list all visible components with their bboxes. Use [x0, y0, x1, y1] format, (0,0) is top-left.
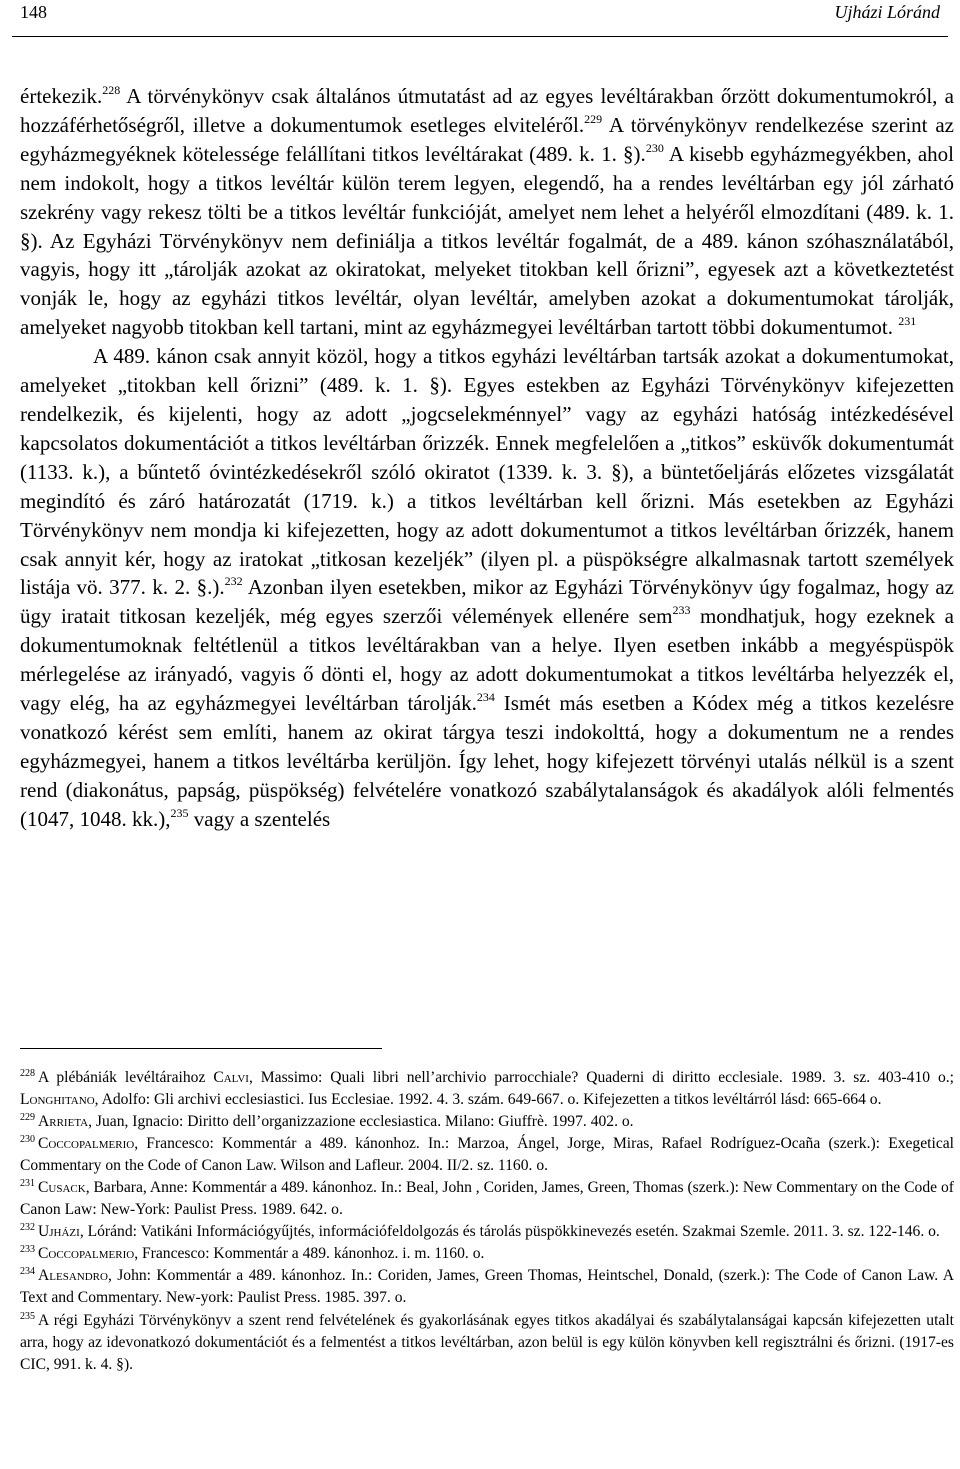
footnote-233: [20, 1243, 954, 1265]
footnote-text: , Barbara, Anne: Kommentár a 489. kánonhoz. In.: Beal, John , Coriden, James, Green, Thomas (szerk.): New Commentary on the Code of Canon Law: New-York: Paulist Press. 1989. 642. o.: [20, 1179, 954, 1219]
text-run: Ismét más esetben a Kódex még a titkos kezelésre vonatkozó kérést sem említi, hanem az okirat tárgya teszi indokolttá, hogy a dokumentum ne a rendes egyházmegyei, hanem a titkos levéltárba kerüljön. Így lehet, hogy kifejezett törvényi utalás nélkül is a szent rend (diakonátus, papság, püspökség) felvételére vonatkozó szabálytalanságok és akadályok alóli felmentés (1047, 1048. kk.),: [20, 691, 955, 831]
footnote-text: , Massimo: Quali libri nell’archivio parrocchiale? Quaderni di diritto ecclesiale. 1989. 3. sz. 403-410 o.;: [248, 1069, 955, 1086]
footnote-text: A plébániák levéltáraihoz: [38, 1069, 214, 1086]
footnote-232: [20, 1221, 954, 1243]
text-run: A törvénykönyv rendelkezése szerint az egyházmegyéknek kötelessége felállítani titkos levéltárakat (489. k. 1. §).: [20, 112, 954, 166]
footnote-ref-231[interactable]: 231: [898, 314, 917, 329]
author-name: Ujházi: [38, 1223, 80, 1241]
footnote-text: , Juan, Ignacio: Diritto dell’organizzazione ecclesiastica. Milano: Giuffrè. 1997. 402. o.: [88, 1113, 634, 1131]
footnote-229: [20, 1111, 954, 1133]
author-name: Cusack: [38, 1179, 86, 1197]
footnote-ref-232[interactable]: 232: [224, 574, 243, 589]
footnote-number: 229: [20, 1112, 35, 1124]
body-text: [20, 82, 954, 834]
footnote-ref-228[interactable]: 228: [102, 83, 121, 97]
footnote-ref-233[interactable]: 233: [672, 603, 691, 618]
footnote-separator: [20, 1048, 382, 1049]
text-run: vagy a szentelés: [188, 806, 331, 831]
running-author: Ujházi Lóránd: [834, 2, 940, 22]
footnote-ref-234[interactable]: 234: [476, 690, 495, 705]
footnote-228: [20, 1067, 954, 1111]
footnote-number: 233: [20, 1244, 35, 1256]
paragraph-2: [20, 342, 954, 833]
text-run: mondhatjuk, hogy ezeknek a dokumentumoknak feltétlenül a titkos levéltárakban van a helye. Ilyen esetben inkább a megyéspüspök mérlegelése az irányadó, vagyis ő dönti el, hogy az adott dokumentumokat a titkos levéltárba helyezzék el, vagy elég, ha az egyházmegyei levéltárban tárolják.: [20, 604, 955, 716]
text-run: értekezik.: [20, 84, 103, 108]
author-name: Longhitano: [20, 1091, 95, 1109]
footnote-number: 235: [20, 1310, 35, 1322]
author-name: Coccopalmerio: [38, 1135, 135, 1153]
author-name: Coccopalmerio: [38, 1245, 135, 1263]
author-name: Alesandro: [38, 1267, 108, 1285]
text-run: A 489. kánon csak annyit közöl, hogy a titkos egyházi levéltárban tartsák azokat a dokumentumokat, amelyeket „titokban kell őrizni” (489. k. 1. §). Egyes estekben az Egyházi Törvénykönyv kifejezetten rendelkezik, és kijelenti, hogy az adott „jogcselekménnyel” vagy az egyházi hatóság intézkedésével kapcsolatos dokumentációt a titkos levéltárban őrizzék. Ennek megfelelően a „titkos” esküvők dokumentumát (1133. k.), a bűntető óvintézkedésekről szóló okiratot (1339. k. 3. §), a büntetőeljárás előzetes vizsgálatát megindító és záró határozatát (1719. k.) a titkos levéltárban kell őrizni. Más esetekben az Egyházi Törvénykönyv nem mondja ki kifejezetten, hogy az adott dokumentumot a titkos levéltárban őrizzék, hanem csak annyit kér, hogy az iratokat „titkosan kezeljék” (ilyen pl. a püspökségre alkalmasnak tartott személyek listája vö. 377. k. 2. §.).: [20, 344, 954, 600]
footnote-ref-235[interactable]: 235: [170, 805, 189, 820]
paragraph-1: [20, 82, 954, 342]
page-header: [12, 0, 948, 37]
text-run: A kisebb egyházmegyékben, ahol nem indokolt, hogy a titkos levéltár külön terem legyen, elegendő, ha a rendes levéltárban egy jól zárható szekrény vagy rekesz tölti be a titkos levéltár funkcióját, amelyet nem lehet a helyéről elmozdítani (489. k. 1. §). Az Egyházi Törvénykönyv nem definiálja a titkos levéltár fogalmát, de a 489. kánon szóhasználatából, vagyis, hogy itt „tárolják azokat az okiratokat, melyeket titokban kell őrizni”, egyesek azt a következtetést vonják le, hogy az egyházi titkos levéltár, olyan levéltár, amelyben azokat a dokumentumokat tárolják, amelyeket nagyobb titokban kell tartani, mint az egyházmegyei levéltárban tartott többi dokumentumot.: [20, 141, 954, 340]
page-number: 148: [20, 2, 47, 22]
footnote-text: , Adolfo: Gli archivi ecclesiastici. Ius Ecclesiae. 1992. 4. 3. szám. 649-667. o. Kifejezetten a titkos levéltárról lásd: 665-664 o.: [94, 1091, 882, 1109]
text-run: A törvénykönyv csak általános útmutatást ad az egyes levéltárakban őrzött dokumentumokról, a hozzáférhetőségről, illetve a dokumentumok esetleges elviteléről.: [20, 84, 954, 137]
footnote-ref-230[interactable]: 230: [645, 140, 664, 155]
footnote-text: , Francesco: Kommentár a 489. kánonhoz. In.: Marzoa, Ángel, Jorge, Miras, Rafael Rodríguez-Ocaña (szerk.): Exegetical Commentary on the Code of Canon Law. Wilson and Lafleur. 2004. II/2. sz. 1160. o.: [20, 1135, 954, 1175]
footnote-number: 234: [20, 1266, 35, 1278]
footnote-number: 230: [20, 1134, 35, 1146]
footnote-ref-229[interactable]: 229: [584, 111, 603, 126]
footnote-234: [20, 1265, 954, 1309]
author-name: Arrieta: [38, 1113, 89, 1131]
footnote-number: 228: [20, 1068, 35, 1079]
footnote-number: 232: [20, 1222, 35, 1234]
author-name: Calvi: [213, 1069, 249, 1086]
footnote-number: 231: [20, 1178, 35, 1190]
footnotes: [20, 1048, 954, 1376]
footnote-text: A régi Egyházi Törvénykönyv a szent rend felvételének és gyakorlásának egyes titkos akadályai és szabálytalanságai kapcsán kifejezetten utalt arra, hogy az idevonatkozó dokumentációt és a felmentést a titkos levéltárban, azon belül is egy külön könyvben kell regisztrálni és őrizni. (1917-es CIC, 991. k. 4. §).: [20, 1311, 954, 1373]
footnote-text: , Lóránd: Vatikáni Információgyűjtés, információfeldolgozás és tárolás püspökkinevezés esetén. Szakmai Szemle. 2011. 3. sz. 122-146. o.: [79, 1223, 940, 1241]
footnote-230: [20, 1133, 954, 1177]
footnote-235: [20, 1310, 954, 1376]
footnote-text: , John: Kommentár a 489. kánonhoz. In.: Coriden, James, Green Thomas, Heintschel, Donald, (szerk.): The Code of Canon Law. A Text and Commentary. New-york: Paulist Press. 1985. 397. o.: [20, 1267, 954, 1307]
footnote-text: , Francesco: Kommentár a 489. kánonhoz. i. m. 1160. o.: [134, 1245, 485, 1263]
footnote-231: [20, 1177, 954, 1221]
text-run: Azonban ilyen esetekben, mikor az Egyházi Törvénykönyv úgy fogalmaz, hogy az ügy iratait titkosan kezeljék, még egyes szerzői vélemények ellenére sem: [20, 575, 954, 629]
